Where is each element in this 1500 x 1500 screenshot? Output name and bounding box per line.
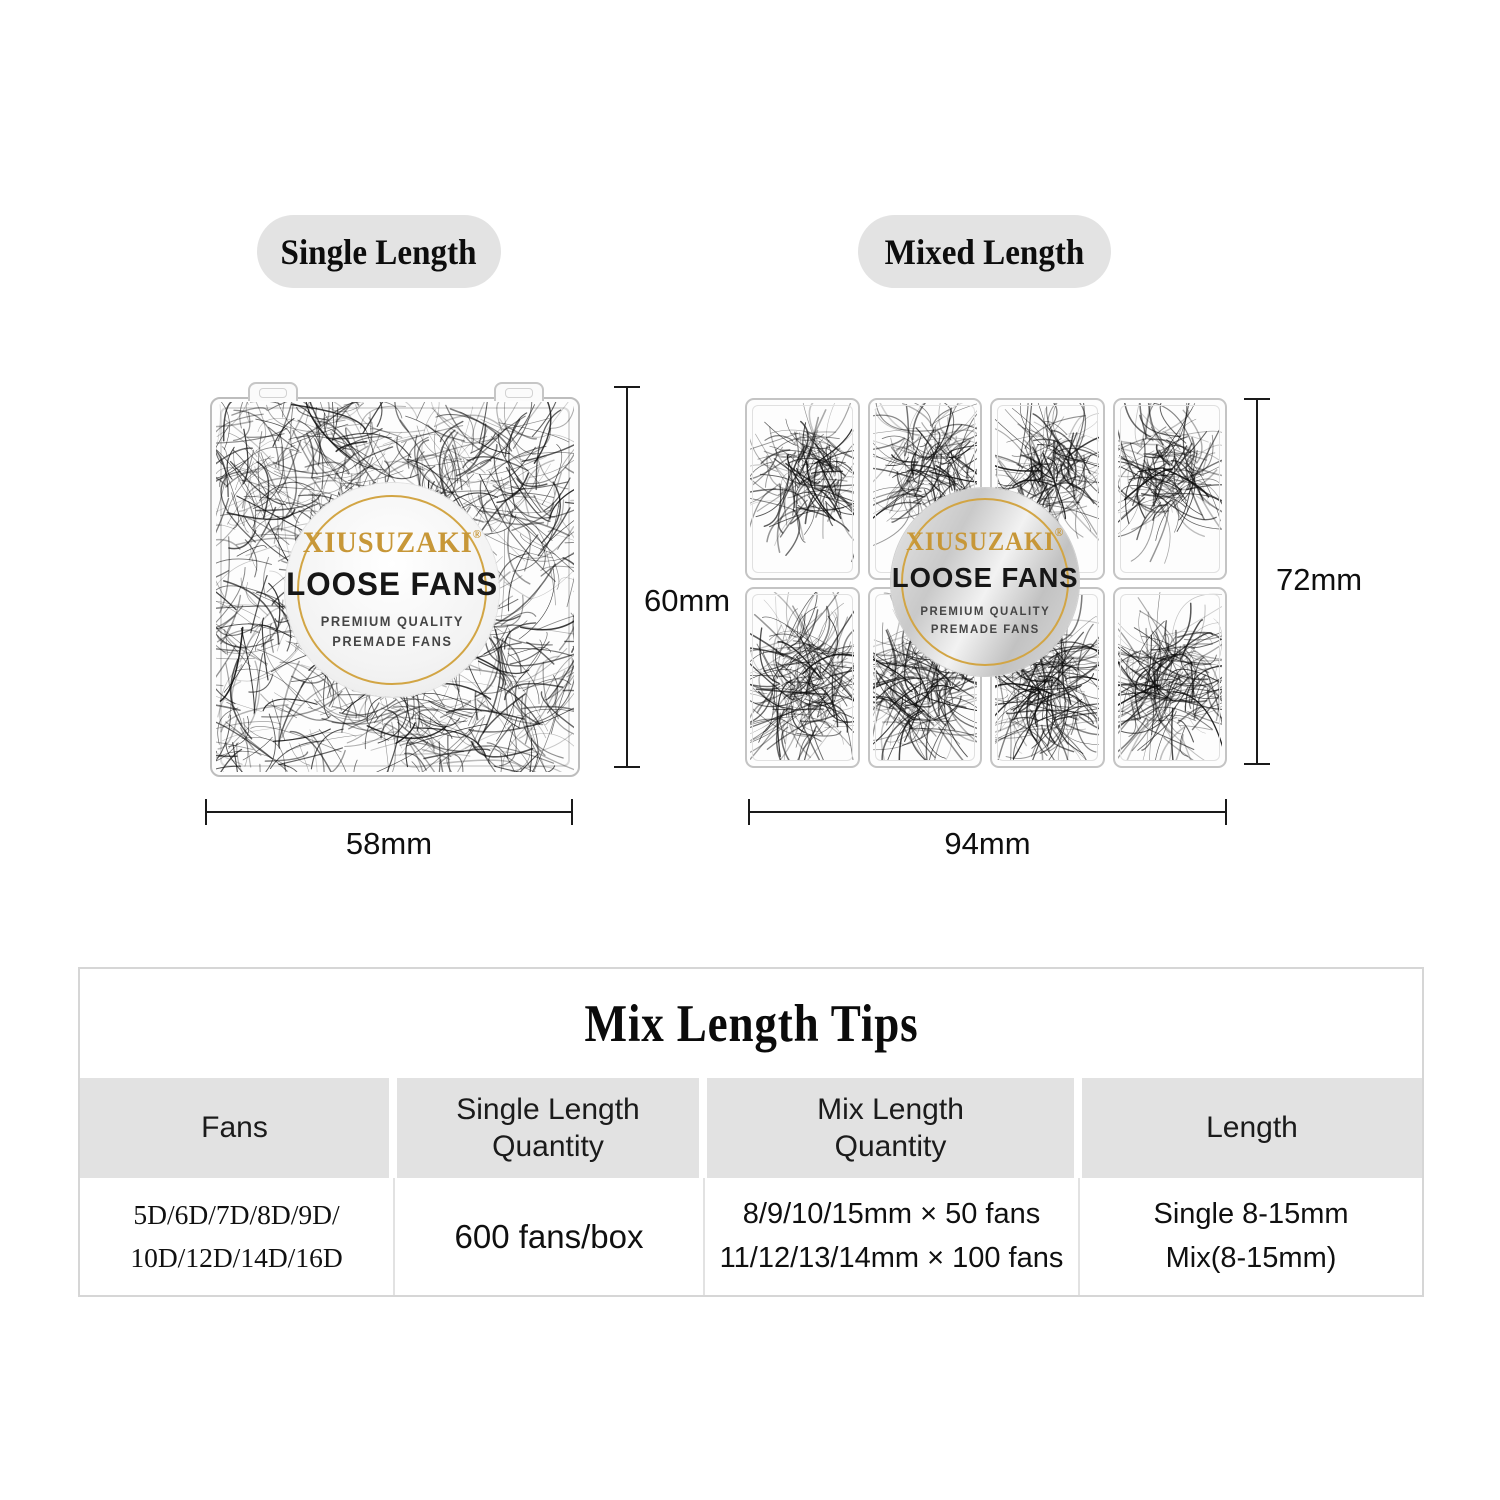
product-name: LOOSE FANS bbox=[286, 565, 498, 602]
single-length-box bbox=[210, 397, 580, 777]
brand-tagline: PREMIUM QUALITY PREMADE FANS bbox=[320, 613, 464, 649]
table-title: Mix Length Tips bbox=[583, 994, 919, 1053]
width-dimension-line-mixed bbox=[748, 811, 1227, 813]
header-fans: Fans bbox=[80, 1078, 389, 1178]
lash-compartment bbox=[745, 587, 860, 769]
width-dimension-label-single: 58mm bbox=[345, 826, 433, 861]
lash-compartment bbox=[745, 398, 860, 580]
product-name: LOOSE FANS bbox=[891, 562, 1079, 593]
lash-fans-cluster bbox=[1118, 592, 1222, 760]
cell-fans: 5D/6D/7D/8D/9D/ 10D/12D/14D/16D bbox=[130, 1198, 343, 1273]
mix-length-tips-table bbox=[78, 967, 1424, 1297]
lash-compartment bbox=[1113, 587, 1228, 769]
brand-name: XIUSUZAKI® bbox=[302, 525, 482, 559]
mixed-length-box bbox=[745, 398, 1227, 768]
box-column bbox=[1113, 398, 1228, 768]
table-header-row bbox=[80, 1078, 1422, 1178]
table-title-row bbox=[80, 969, 1422, 1078]
single-length-pill bbox=[257, 215, 501, 288]
width-dimension-line-single bbox=[205, 811, 573, 813]
brand-tagline: PREMIUM QUALITY PREMADE FANS bbox=[920, 604, 1050, 636]
mixed-length-pill-label: Mixed Length bbox=[884, 231, 1085, 272]
box-hinge bbox=[248, 382, 298, 401]
brand-label bbox=[285, 483, 499, 697]
cell-single-length-quantity: 600 fans/box bbox=[393, 1178, 703, 1295]
height-dimension-label-single: 60mm bbox=[644, 583, 731, 618]
lash-fans-cluster bbox=[750, 592, 854, 760]
height-dimension-line-single bbox=[626, 386, 628, 768]
table-row bbox=[80, 1178, 1422, 1295]
brand-name: XIUSUZAKI® bbox=[906, 525, 1064, 556]
header-length: Length bbox=[1082, 1078, 1422, 1178]
width-dimension-label-mixed: 94mm bbox=[944, 826, 1031, 861]
height-dimension-line-mixed bbox=[1256, 398, 1258, 765]
height-dimension-label-mixed: 72mm bbox=[1276, 562, 1363, 597]
lash-fans-cluster bbox=[1118, 403, 1222, 571]
cell-length: Single 8-15mm Mix(8-15mm) bbox=[1078, 1178, 1422, 1295]
mixed-length-pill bbox=[858, 215, 1111, 288]
header-mix-length-quantity: Mix Length Quantity bbox=[707, 1078, 1074, 1178]
box-hinge bbox=[494, 382, 544, 401]
brand-label bbox=[891, 488, 1079, 676]
registered-mark: ® bbox=[472, 526, 482, 541]
cell-mix-length-quantity: 8/9/10/15mm × 50 fans 11/12/13/14mm × 100 fans bbox=[703, 1178, 1078, 1295]
registered-mark: ® bbox=[1055, 525, 1064, 539]
lash-fans-cluster bbox=[750, 403, 854, 571]
box-column bbox=[745, 398, 860, 768]
lash-compartment bbox=[1113, 398, 1228, 580]
header-single-length-quantity: Single Length Quantity bbox=[397, 1078, 699, 1178]
single-length-pill-label: Single Length bbox=[280, 231, 477, 272]
